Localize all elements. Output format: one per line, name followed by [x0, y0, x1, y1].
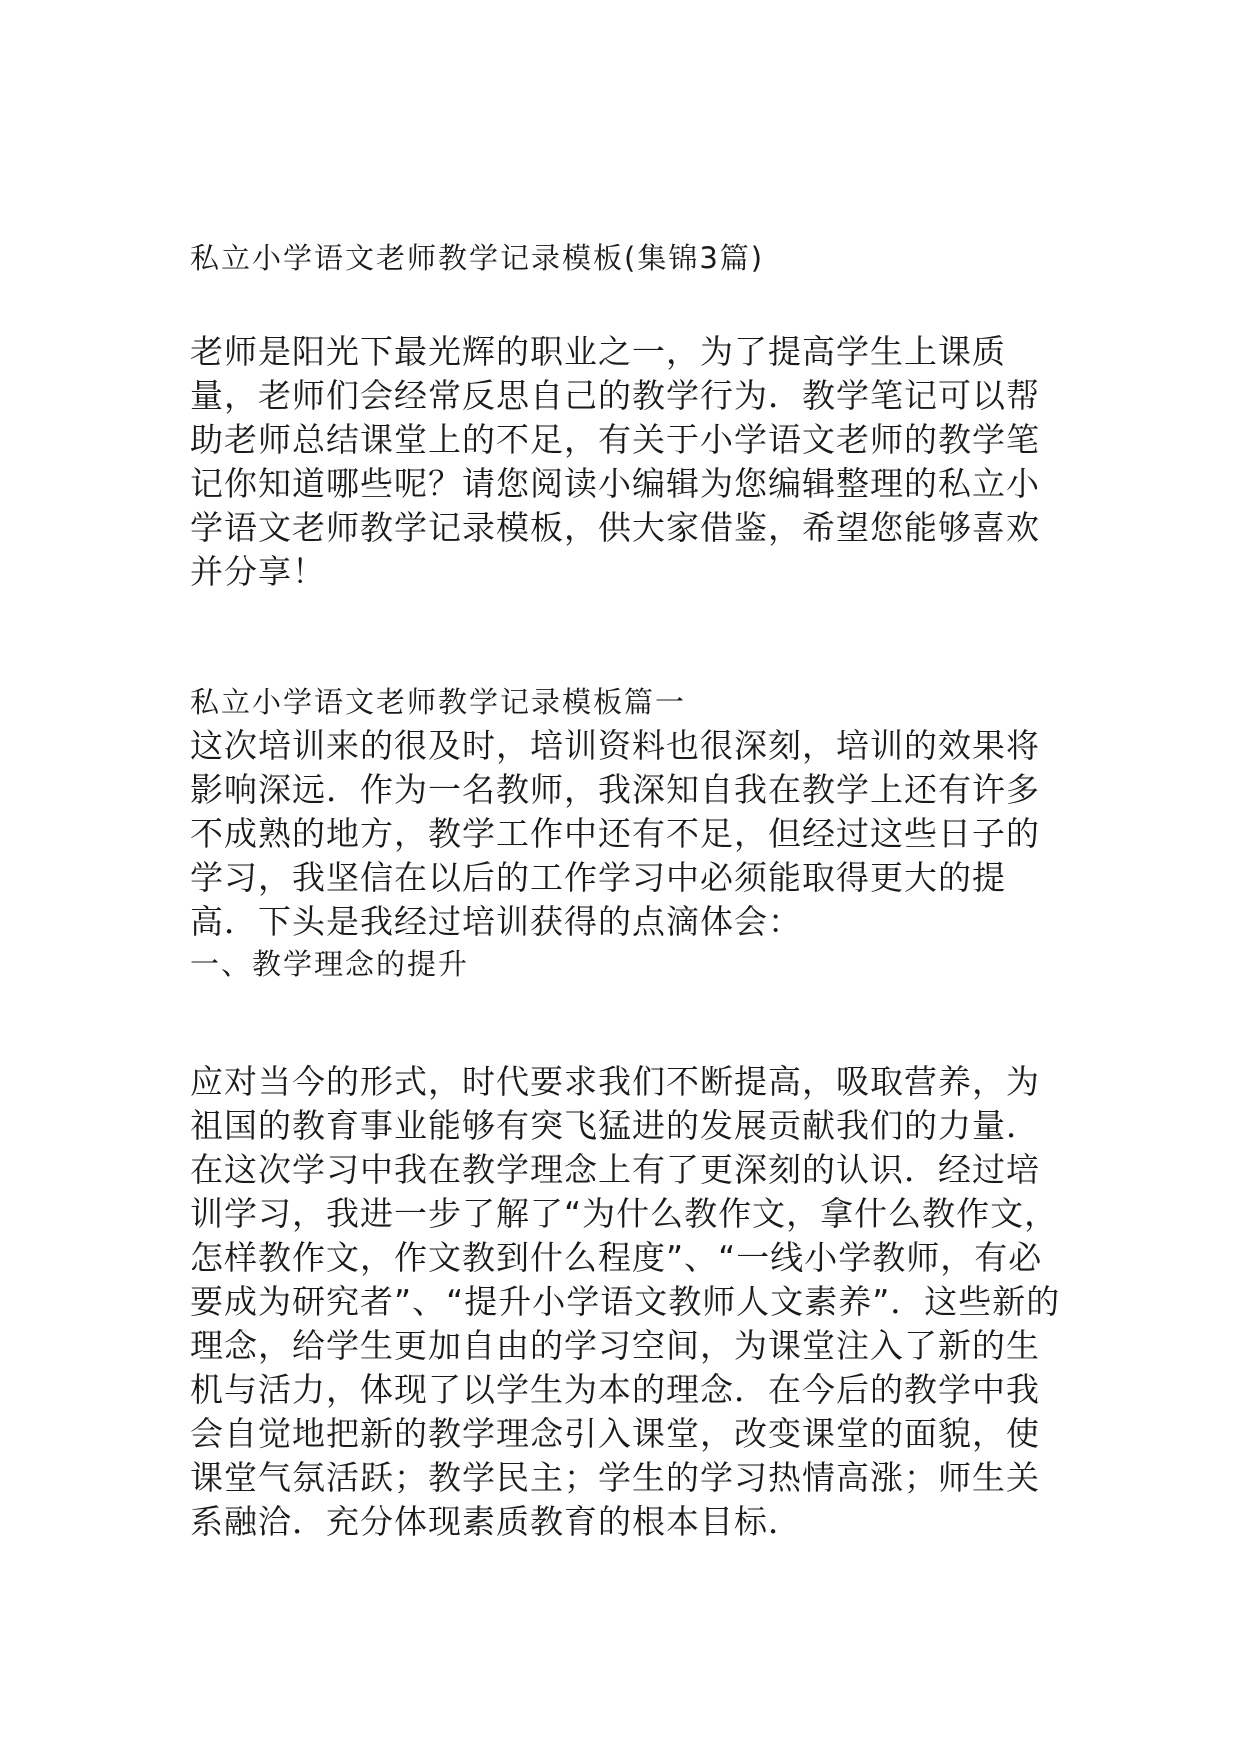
- section-1-paragraph: 这次培训来的很及时，培训资料也很深刻，培训的效果将影响深远．作为一名教师，我深知自我在教学上还有许多不成熟的地方，教学工作中还有不足，但经过这些日子的学习，我坚信在以后的工作学习中必须能取得更大的提高．下头是我经过培训获得的点滴体会：: [190, 726, 1040, 941]
- section-1: [190, 680, 1070, 944]
- subsection-1-paragraph-block: [190, 1060, 1070, 1544]
- document-page: [190, 0, 1070, 1754]
- subsection-1-heading-block: [190, 942, 1070, 986]
- document-title: 私立小学语文老师教学记录模板(集锦3篇): [190, 241, 765, 275]
- subsection-1-paragraph: 应对当今的形式，时代要求我们不断提高，吸取营养，为祖国的教育事业能够有突飞猛进的发展贡献我们的力量．在这次学习中我在教学理念上有了更深刻的认识．经过培训学习，我进一步了解了“为什么教作文，拿什么教作文，怎样教作文，作文教到什么程度”、“一线小学教师，有必要成为研究者”、“提升小学语文教师人文素养”．这些新的理念，给学生更加自由的学习空间，为课堂注入了新的生机与活力，体现了以学生为本的理念．在今后的教学中我会自觉地把新的教学理念引入课堂，改变课堂的面貌，使课堂气氛活跃；教学民主；学生的学习热情高涨；师生关系融洽．充分体现素质教育的根本目标．: [190, 1062, 1061, 1541]
- subsection-1-heading: 一、教学理念的提升: [190, 947, 470, 981]
- intro-paragraph-block: [190, 330, 1070, 594]
- section-1-heading: 私立小学语文老师教学记录模板篇一: [190, 685, 687, 719]
- intro-paragraph: 老师是阳光下最光辉的职业之一，为了提高学生上课质量，老师们会经常反思自己的教学行为．教学笔记可以帮助老师总结课堂上的不足，有关于小学语文老师的教学笔记你知道哪些呢？请您阅读小编辑为您编辑整理的私立小学语文老师教学记录模板，供大家借鉴，希望您能够喜欢并分享！: [190, 332, 1040, 591]
